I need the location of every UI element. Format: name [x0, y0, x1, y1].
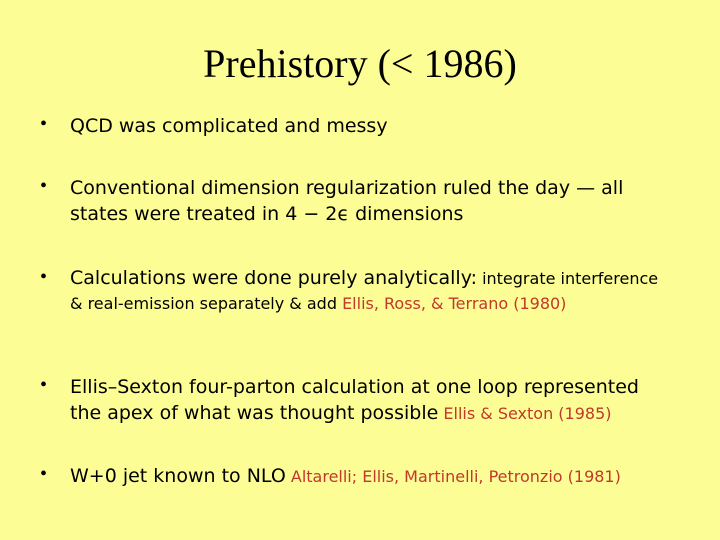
bullet-symbol: • [40, 463, 48, 485]
bullet-main-text: Ellis–Sexton four-parton calculation at one loop represented the apex of what was thought possible [70, 376, 639, 424]
citation: Ellis & Sexton (1985) [438, 404, 612, 423]
bullet-symbol: • [40, 266, 48, 288]
bullet-symbol: • [40, 374, 48, 396]
bullet-text [70, 113, 670, 139]
bullet-main-text: W+0 jet known to NLO [70, 465, 286, 487]
citation: Altarelli; Ellis, Martinelli, Petronzio (1981) [285, 467, 621, 486]
bullet-symbol: • [40, 113, 48, 135]
bullet-main-text: Calculations were done purely analytically: [70, 267, 477, 289]
bullet-text [70, 266, 670, 316]
bullet-symbol: • [40, 175, 48, 197]
citation: Ellis, Ross, & Terrano (1980) [336, 294, 567, 313]
bullet-text [70, 175, 670, 227]
bullet-main-text: QCD was complicated and messy [70, 115, 388, 137]
bullet-main-text: Conventional dimension regularization ruled the day — all states were treated in 4 − 2ϵ dimensions [70, 177, 624, 225]
slide-title: Prehistory (< 1986) [203, 41, 517, 86]
bullet-detail-text: integrate interference & real-emission separately & add [70, 269, 659, 313]
bullet-text [70, 374, 670, 427]
bullet-text [70, 463, 670, 490]
